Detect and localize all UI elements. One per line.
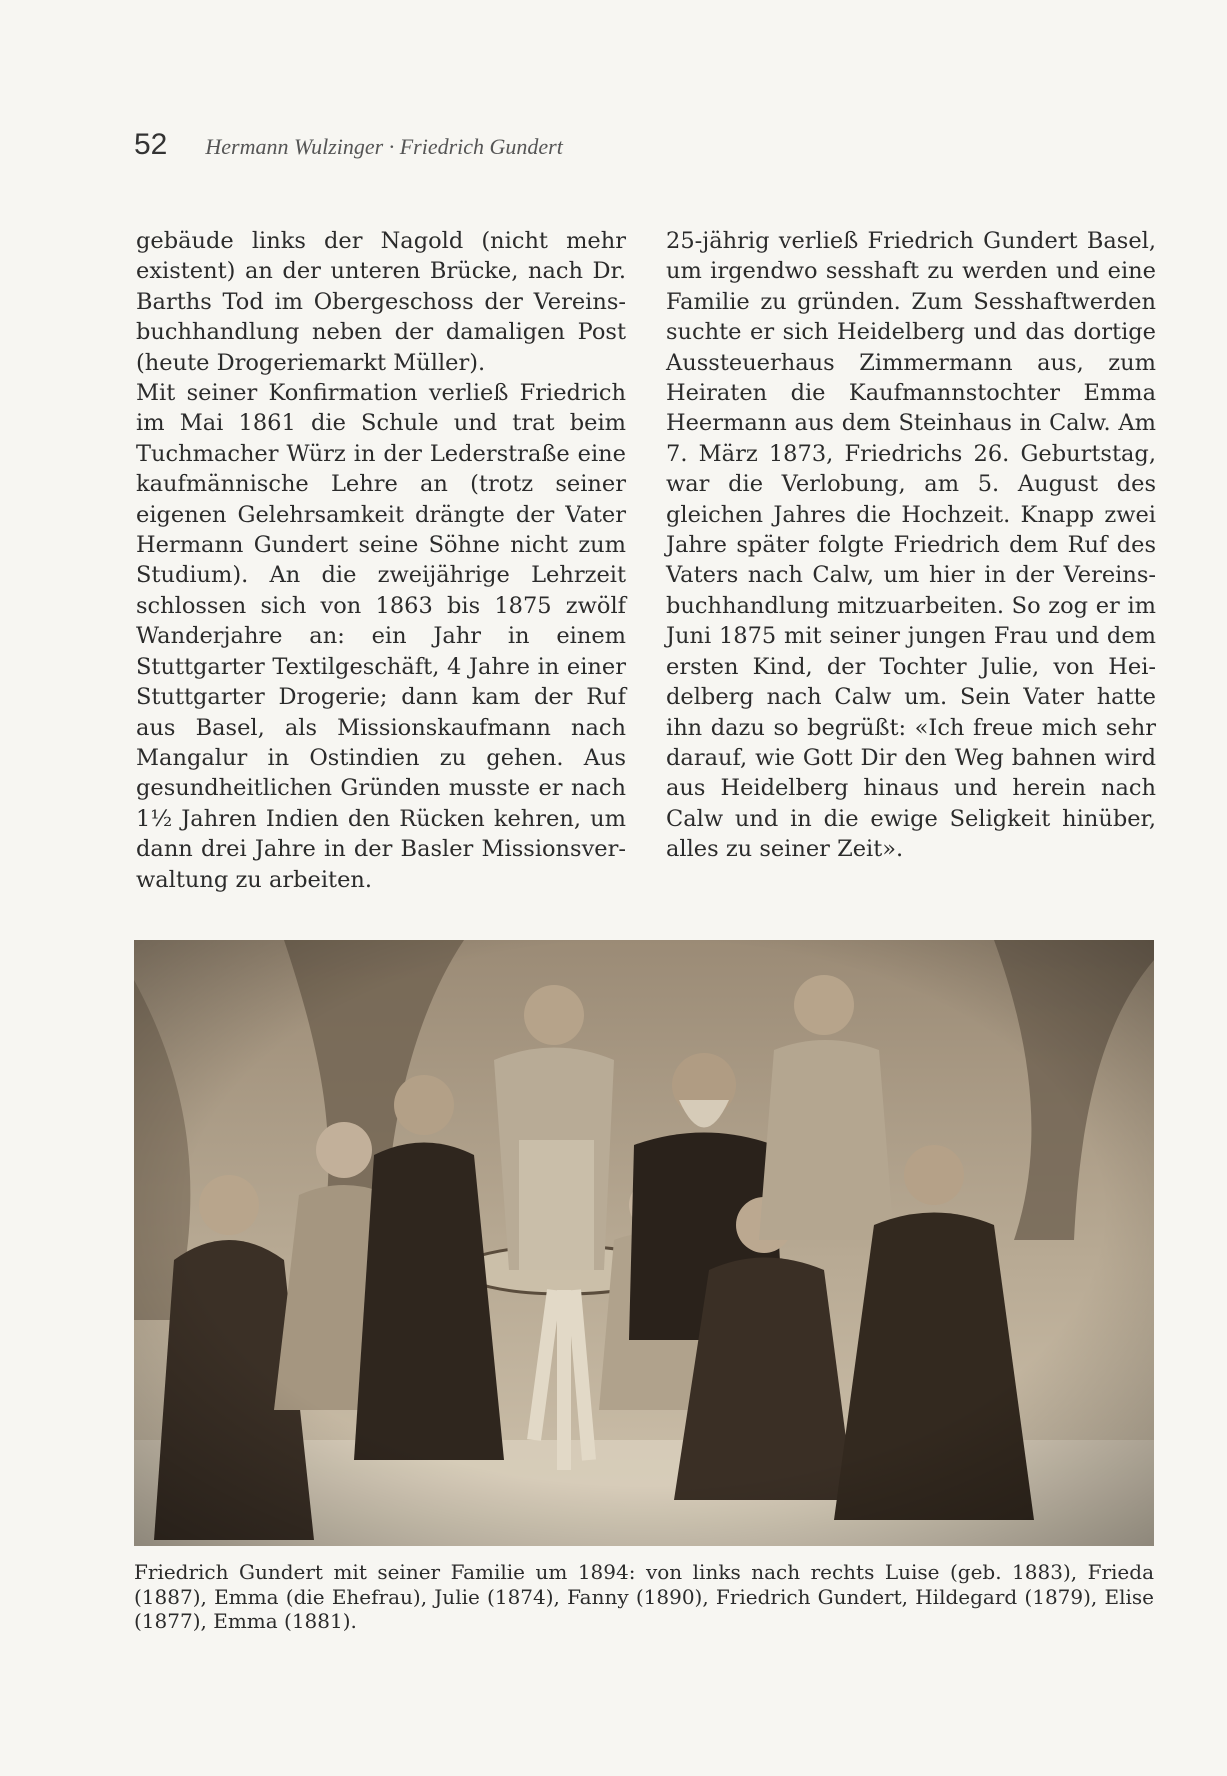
left-paragraph-1: gebäude links der Nagold (nicht mehr existent) an der unteren Brücke, nach Dr. Barths Tod im Obergeschoss der Vereinsbuchhandlung neben der damaligen Post (heute Drogeriemarkt Müller).	[136, 228, 626, 376]
page-number: 52	[134, 128, 168, 161]
left-paragraph-2: Mit seiner Konfirmation verließ Friedrich im Mai 1861 die Schule und trat beim Tuchmacher Würz in der Lederstraße eine kaufmännische Lehre an (trotz seiner eigenen Gelehrsamkeit drängte der Vater Hermann Gundert seine Söhne nicht zum Studium). An die zweijährige Lehrzeit schlossen sich von 1863 bis 1875 zwölf Wanderjahre an: ein Jahr in einem Stuttgarter Textilgeschäft, 4 Jahre in einer Stuttgarter Drogerie; dann kam der Ruf aus Basel, als Missionskaufmann nach Mangalur in Ostindien zu gehen. Aus gesundheitlichen Gründen musste er nach 1½ Jahren Indien den Rücken kehren, um dann drei Jahre in der Basler Missionsverwaltung zu arbeiten.	[136, 380, 626, 893]
family-photo-illustration	[134, 940, 1154, 1546]
right-paragraph-1: 25-jährig verließ Friedrich Gundert Basel, um irgendwo sesshaft zu werden und eine Familie zu gründen. Zum Sesshaftwerden suchte er sich Heidelberg und das dortige Aussteuerhaus Zimmermann aus, zum Heiraten die Kaufmannstochter Emma Heermann aus dem Steinhaus in Calw. Am 7. März 1873, Friedrichs 26. Geburtstag, war die Verlobung, am 5. August des gleichen Jahres die Hochzeit. Knapp zwei Jahre später folgte Friedrich dem Ruf des Vaters nach Calw, um hier in der Vereinsbuchhandlung mitzuarbeiten. So zog er im Juni 1875 mit seiner jungen Frau und dem ersten Kind, der Tochter Julie, von Heidelberg nach Calw um. Sein Vater hatte ihn dazu so begrüßt: «Ich freue mich sehr darauf, wie Gott Dir den Weg bahnen wird aus Heidelberg hinaus und herein nach Calw und in die ewige Seligkeit hinüber, alles zu seiner Zeit».	[666, 228, 1156, 863]
left-text-column	[136, 226, 626, 895]
page-header	[134, 128, 563, 162]
figure-caption: Friedrich Gundert mit seiner Familie um 1894: von links nach rechts Luise (geb. 1883), Frieda (1887), Emma (die Ehefrau), Julie (1874), Fanny (1890), Friedrich Gundert, Hildegard (1879), Elise (1877), Emma (1881).	[134, 1560, 1154, 1633]
right-text-column	[666, 226, 1156, 865]
photo-vignette	[134, 940, 1154, 1546]
family-photograph	[134, 940, 1154, 1546]
running-title: Hermann Wulzinger · Friedrich Gundert	[205, 134, 563, 159]
